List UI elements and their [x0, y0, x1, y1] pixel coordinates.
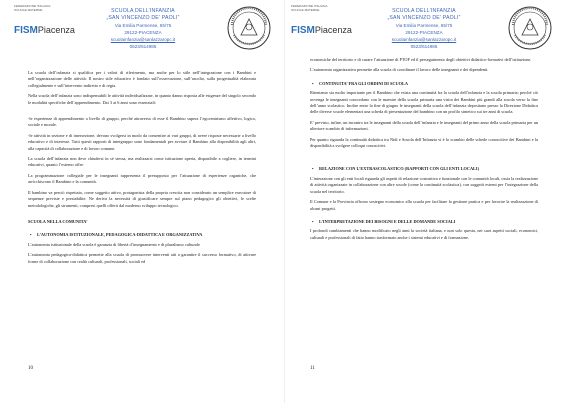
school-name-2: „SAN VINCENZO DE’ PAOLI” — [387, 15, 461, 21]
section-heading: SCUOLA NELLA COMUNITA’ — [28, 218, 88, 224]
paragraph: La scuola dell’infanzia si qualifica per i valori di riferimento, ma anche per lo stile nell’integrazione con i Bambini e nell’organizzazione delle attività. Il nostro stile educativo è fondato sull’osservazione, sull’ascolto, sulla progettualità elaborata collegialmente e sull’intervento indiretto e di regia. — [28, 70, 256, 88]
school-name: SCUOLA DELL’INFANZIA — [392, 8, 456, 14]
fism-wordmark: FISMPiacenza — [291, 25, 352, 37]
fism-wordmark: FISMPiacenza — [14, 25, 75, 37]
school-seal-icon — [226, 5, 272, 51]
section-heading: • RELAZIONE CON L’EXTRASCOLASTICO (RAPPORTI CON GLI ENTI LOCALI) — [310, 166, 538, 172]
school-header — [88, 8, 198, 50]
paragraph: I profondi cambiamenti che hanno modificato negli anni la società italiana, e non solo questa, nei suoi aspetti sociali, economici, culturali e professionali di fatto hanno trasformato anche i sistemi educativi e di formazione. — [310, 228, 538, 240]
paragraph: Nella scuola dell’infanzia sono indispensabili le attività individualizzate, in quanto danno risposta alle esigenze del singolo secondo le modalità specifiche dell’apprendimento. Dai 3 ai 6 anni sono essenziali: — [28, 93, 256, 105]
school-header — [369, 8, 479, 50]
paragraph: Per quanto riguarda la continuità didattica tra Nidi e Scuola dell’Infanzia vi è lo scambio delle schede conoscitive dei Bambini e la disponibilità a svolgere colloqui conoscitivi. — [310, 136, 538, 149]
paragraph: La scuola dell’infanzia non deve chiudersi in sé stessa, ma realizzarsi come istituzione aperta, disponibile a cogliere, in termini educativi, quanto l’esterno offre. — [28, 156, 256, 168]
paragraph: L’autonomia organizzativa permette alla scuola di coordinare il lavoro delle insegnanti e dei dipendenti. — [310, 67, 489, 73]
fism-caption-line: FEDERAZIONE ITALIANA — [14, 4, 51, 8]
subsection-heading: • L’AUTONOMIA ISTITUZIONALE, PEDAGOGICA-DIDATTICA E ORGANIZZATIVA — [28, 232, 256, 238]
paragraph: -le attività in sezione e di intersezione, devono svolgersi in modo da consentire ai vari gruppi, di avere risposte necessarie a livello educativo e di interesse. Tutti questi rapporti di intergruppo sono fondamentali per avviare il Bambino alla disponibilità agli altri, alla capacità di collaborazione e di lavoro comune. — [28, 132, 256, 151]
fism-logo — [291, 5, 361, 36]
fism-caption-line: FEDERAZIONE ITALIANA — [291, 4, 328, 8]
school-email: scuolainfanzia@sanlazzaropc.it — [110, 37, 176, 42]
left-page-body — [28, 70, 256, 269]
paragraph: E’ previsto, infine, un incontro tra le insegnanti della scuola dell’infanzia e le insegnanti del primo anno della scuola primaria per un ulteriore scambio di informazioni. — [310, 119, 538, 132]
section-heading: • L’INTERPRETAZIONE DEI BISOGNI E DELLE DOMANDE SOCIALI — [310, 219, 538, 225]
paragraph: L’autonomia pedagogica-didattica permette alla scuola di promuovere interventi atti a garantire il successo formativo, di attivare forme di collaborazione con realtà culturali, professionali, sociali ed — [28, 252, 256, 264]
right-page-body — [310, 57, 538, 245]
school-name: SCUOLA DELL’INFANZIA — [111, 8, 175, 14]
page-number: 11 — [310, 366, 315, 371]
page-number: 10 — [28, 366, 33, 371]
fism-logo — [14, 5, 84, 36]
paragraph: Il bambino va perciò rispettato, come soggetto attivo, protagonista della propria crescita non considerato un semplice esecutore di sequenze previste e prestabilite. Ne deriva la necessità di giustificare sempre sul piano pedagogico gli obiettivi, le scelte metodologiche, gli strumenti, compresi quelli offerti dal moderno sviluppo tecnologico. — [28, 189, 256, 208]
school-city: 29122-PIACENZA — [124, 30, 162, 35]
school-phone: 0523/614985 — [410, 44, 438, 49]
school-email: scuolainfanzia@sanlazzaropc.it — [391, 37, 457, 42]
fism-caption-line: SCUOLE MATERNE — [291, 7, 320, 12]
paragraph: L’autonomia istituzionale della scuola è garanzia di libertà d’insegnamento e di pluralismo culturale — [28, 241, 200, 247]
school-address: Via Emilia Parmense, 65/75 — [114, 23, 172, 28]
fism-caption-line: SCUOLE MATERNE — [14, 7, 43, 12]
paragraph: Riteniamo sia molto importante per il Bambino che esista una continuità fra la scuola dell’infanzia e la scuola primaria; perché ciò avvenga le insegnanti concordano con le maestre della scuola primaria una visita dei Bambini più grandi alla scuola verso la fine dell’anno scolastico. Inoltre entro la fine di giugno le insegnanti della scuola dell’infanzia depositano presso la Direzione Didattica delle diverse scuole elementari una scheda di presentazione del bambino con un profilo sintetico sui tre anni di scuola. — [310, 90, 538, 115]
school-phone: 0523/614985 — [129, 44, 157, 49]
school-seal-icon — [507, 5, 553, 51]
school-name-2: „SAN VINCENZO DE’ PAOLI” — [106, 15, 180, 21]
paragraph: -le esperienze di apprendimento a livello di gruppo, perché attraverso di esse il Bambino supera l’egocentrismo affettivo, logico, sociale e morale. — [28, 116, 256, 128]
right-page — [285, 0, 570, 403]
school-city: 29122-PIACENZA — [405, 30, 443, 35]
paragraph: economiche del territorio e di curare l’attuazione di PTOF ed il perseguimento degli obiettivi didattico-formativi dell’istituzione. — [310, 57, 532, 62]
section-heading: • CONTINUITA’ FRA GLI ORDINI DI SCUOLA — [310, 81, 538, 87]
school-address: Via Emilia Parmense, 65/75 — [395, 23, 453, 28]
paragraph: Il Comune e la Provincia offrono sostegno economico alla scuola per facilitare la gestione pratica e per favorire la realizzazione di alcuni progetti. — [310, 199, 538, 211]
paragraph: L’interazione con gli enti locali riguarda gli aspetti di relazione costruttiva e funzionale con le comunità locali, ossia la realizzazione di attività organizzate in collaborazione con altre scuole (come la continuità scolastica), con soggetti esterni per l’integrazione della scuola nel territorio. — [310, 175, 538, 194]
paragraph: La programmazione collegiale per le insegnanti rappresenta il presupposto per l’attuazione di esperienze organiche, che arricchiscono il Bambino e la comunità. — [28, 172, 256, 185]
